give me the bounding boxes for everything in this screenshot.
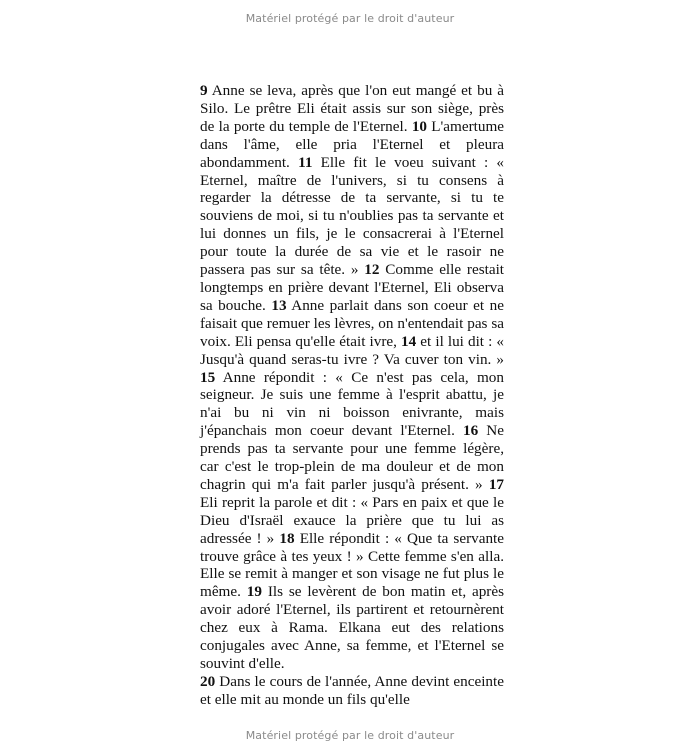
verse-text: Comme elle restait longtemps en prière devant l'Eternel, Eli observa sa bouche.	[200, 261, 505, 314]
verse-number: 18	[279, 529, 295, 547]
verse-number: 10	[411, 117, 427, 135]
verse-text: Eli reprit la parole et dit : « Pars en paix et que le Dieu d'Israël exauce la prière que tu lui as adressée ! »	[200, 493, 504, 547]
verse-number: 11	[298, 153, 313, 171]
book-page-text	[200, 82, 504, 709]
verse-number: 14	[401, 332, 417, 350]
verse-number: 12	[364, 261, 380, 279]
verse-number: 9	[200, 82, 208, 99]
verse-number: 20	[200, 672, 216, 690]
copyright-watermark-top: Matériel protégé par le droit d'auteur	[245, 12, 455, 25]
verse-number: 15	[200, 368, 216, 386]
paragraph	[200, 82, 504, 673]
verse-number: 13	[271, 296, 287, 314]
verse-text: Anne répondit : « Ce n'est pas cela, mon seigneur. Je suis une femme à l'esprit abattu, je n'ai bu ni vin ni boisson enivrante, mais j'épanchais mon coeur devant l'Eternel.	[200, 368, 504, 440]
verse-number: 17	[488, 475, 505, 493]
verse-text: Anne parlait dans son coeur et ne faisait que remuer les lèvres, on n'entendait pas sa voix. Eli pensa qu'elle était ivre,	[200, 296, 504, 350]
verse-text: Anne se leva, après que l'on eut mangé et bu à Silo. Le prêtre Eli était assis sur son siège, près de la porte du temple de l'Eternel.	[200, 82, 504, 135]
paragraph	[200, 673, 504, 709]
verse-text: Elle répondit : « Que ta servante trouve grâce à tes yeux ! » Cette femme s'en alla. Elle se remit à manger et son visage ne fut plus le même.	[200, 529, 505, 601]
verse-text: Ils se levèrent de bon matin et, après avoir adoré l'Eternel, ils partirent et retournèrent chez eux à Rama. Elkana eut des relations conjugales avec Anne, sa femme, et l'Eternel se souvint d'elle.	[200, 583, 505, 672]
copyright-watermark-bottom: Matériel protégé par le droit d'auteur	[245, 729, 455, 742]
verse-text: et il lui dit : « Jusqu'à quand seras-tu ivre ? Va cuver ton vin. »	[200, 332, 505, 368]
verse-number: 19	[246, 583, 262, 601]
verse-text: Dans le cours de l'année, Anne devint enceinte et elle mit au monde un fils qu'elle	[200, 672, 504, 708]
verse-number: 16	[463, 422, 479, 440]
verse-text: Ne prends pas ta servante pour une femme légère, car c'est le trop-plein de ma douleur et de mon chagrin qui m'a fait parler jusqu'à présent. »	[200, 422, 504, 493]
verse-text: Elle fit le voeu suivant : « Eternel, maître de l'univers, si tu consens à regarder la détresse de ta servante, si tu te souviens de moi, si tu n'oublies pas ta servante et lui donnes un fils, je le consacrerai à l'Eternel pour toute la durée de sa vie et le rasoir ne passera pas sur sa tête. »	[200, 153, 505, 279]
verse-text: L'amertume dans l'âme, elle pria l'Eternel et pleura abondamment.	[200, 117, 504, 171]
